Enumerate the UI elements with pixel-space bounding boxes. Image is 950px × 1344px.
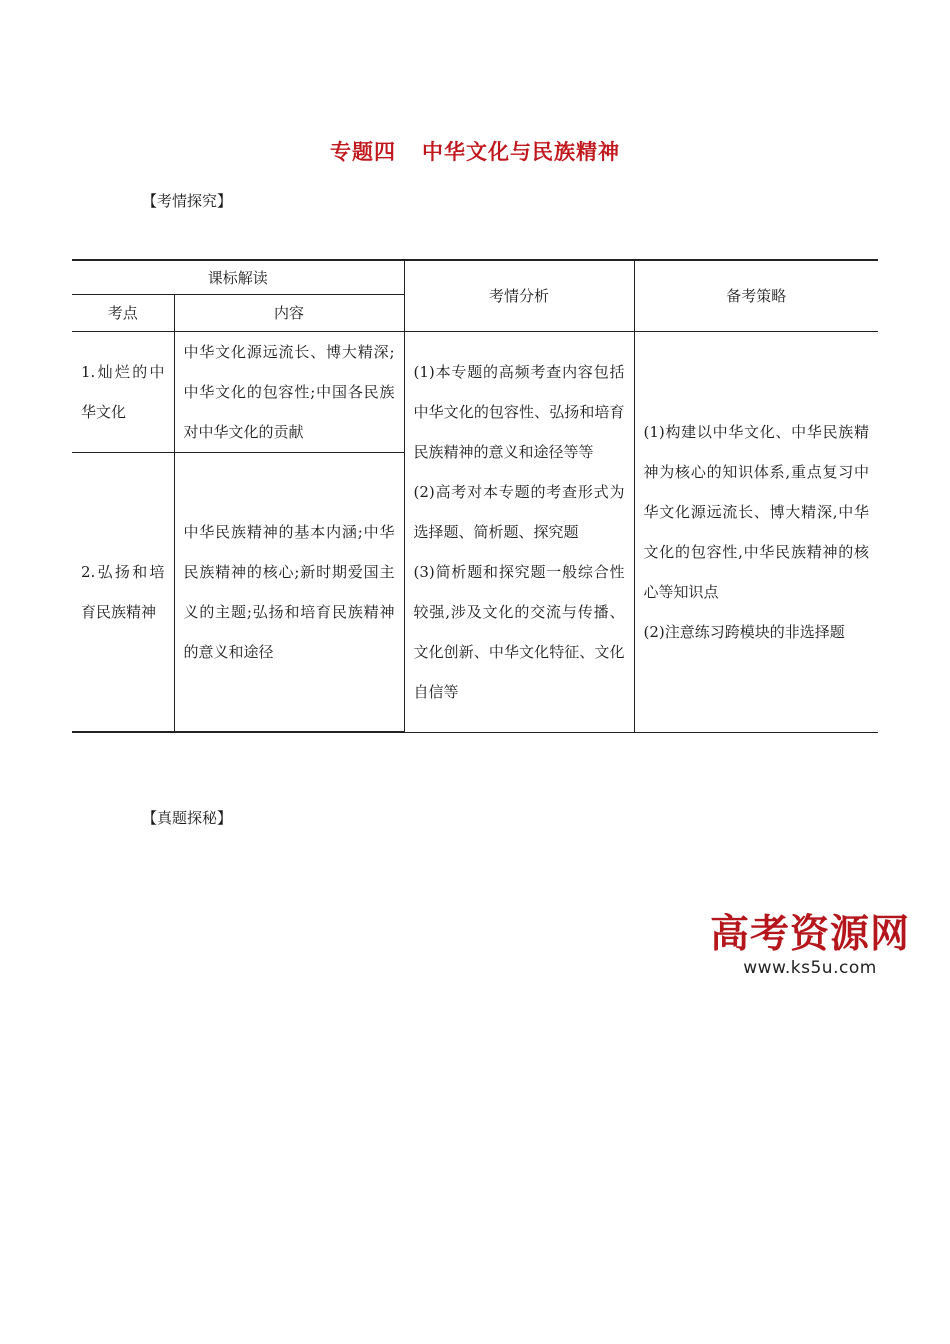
analysis-item: (3)简析题和探究题一般综合性较强,涉及文化的交流与传播、文化创新、中华文化特征、文化自信等 <box>413 562 625 701</box>
title-topic-number: 专题四 <box>330 140 396 164</box>
analysis-cell <box>404 331 634 732</box>
watermark-url: www.ks5u.com <box>743 958 877 978</box>
watermark-logo <box>710 910 910 978</box>
header-curriculum: 课标解读 <box>72 260 404 294</box>
header-neirong: 内容 <box>174 294 404 331</box>
strategy-cell <box>634 331 878 732</box>
exam-analysis-table <box>72 259 878 733</box>
row2-neirong: 中华民族精神的基本内涵;中华民族精神的核心;新时期爱国主义的主题;弘扬和培育民族精神的意义和途径 <box>174 452 404 732</box>
row1-kaodian: 1.灿烂的中华文化 <box>72 331 174 452</box>
section-label-exam-analysis: 【考情探究】 <box>142 192 233 210</box>
header-kaodian: 考点 <box>72 294 174 331</box>
analysis-item: (1)本专题的高频考查内容包括中华文化的包容性、弘扬和培育民族精神的意义和途径等等 <box>413 362 625 461</box>
header-analysis: 考情分析 <box>404 260 634 331</box>
row1-neirong: 中华文化源远流长、博大精深;中华文化的包容性;中国各民族对中华文化的贡献 <box>174 331 404 452</box>
strategy-item: (1)构建以中华文化、中华民族精神为核心的知识体系,重点复习中华文化源远流长、博大精深,中华文化的包容性,中华民族精神的核心等知识点 <box>643 422 870 601</box>
header-strategy: 备考策略 <box>634 260 878 331</box>
strategy-item: (2)注意练习跨模块的非选择题 <box>643 622 845 641</box>
analysis-item: (2)高考对本专题的考查形式为选择题、简析题、探究题 <box>413 482 625 541</box>
watermark-text: 高考资源网 <box>710 911 911 957</box>
section-label-real-questions: 【真题探秘】 <box>142 809 233 827</box>
title-topic-name: 中华文化与民族精神 <box>422 140 620 164</box>
page-title <box>0 136 950 166</box>
row2-kaodian: 2.弘扬和培育民族精神 <box>72 452 174 732</box>
